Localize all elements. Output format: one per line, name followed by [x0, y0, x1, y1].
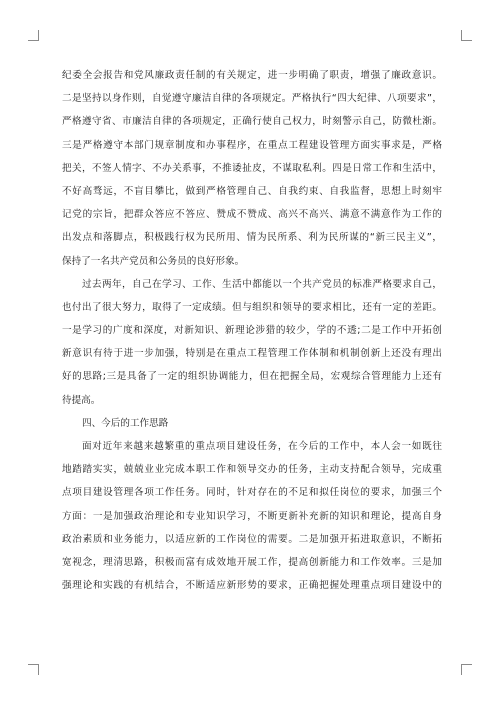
- text-line: 待提高。: [62, 394, 101, 406]
- text-line: 地踏踏实实，兢兢业业完成本职工作和领导交办的任务，主动支持配合领导，完成重: [62, 464, 442, 476]
- text-line: 也付出了很大努力，取得了一定成绩。但与组织和领导的要求相比，还有一定的差距。: [62, 301, 442, 313]
- text-line: 纪委全会报告和党风廉政责任制的有关规定，进一步明确了职责，增强了廉政意识。: [62, 70, 442, 81]
- text-line: 把关，不签人情字、不办关系事，不推诿扯皮，不谋取私利。四是日常工作和生活中，: [62, 162, 442, 174]
- text-line: 方面：一是加强政治理论和专业知识学习，不断更新补充新的知识和理论，提高自身: [62, 510, 442, 522]
- text-line: 政治素质和业务能力，以适应新的工作岗位的需要。二是加强开拓进取意识，不断拓: [62, 533, 442, 545]
- text-line: 面对近年来越来越繁重的重点项目建设任务，在今后的工作中，本人会一如既往: [82, 441, 442, 452]
- text-line: 严格遵守省、市廉洁自律的各项规定，正确行使自己权力，时刻警示自己，防微杜渐。: [62, 116, 442, 128]
- text-line: 好的思路;三是具备了一定的组织协调能力，但在把握全局，宏观综合管理能力上还有: [62, 371, 442, 383]
- section-heading: 四、今后的工作思路: [82, 417, 169, 429]
- text-line: 出发点和落脚点，积极践行权为民所用、情为民所系、利为民所谋的“新三民主义”，: [62, 232, 442, 244]
- text-line: 宽视念，理清思路，积极而富有成效地开展工作，提高创新能力和工作效率。三是加: [62, 556, 442, 568]
- text-line: 新意识有待于进一步加强，特别是在重点工程管理工作体制和机制创新上还没有理出: [62, 348, 442, 360]
- crop-mark-bottom-right: [461, 664, 472, 675]
- crop-mark-top-left: [28, 30, 39, 41]
- document-body: [62, 64, 442, 597]
- text-line: 不好高骛远，不盲目攀比，做到严格管理自己、自我约束、自我监督，思想上时刻牢: [62, 185, 442, 197]
- text-line: 强理论和实践的有机结合，不断适应新形势的要求，正确把握处理重点项目建设中的: [62, 580, 442, 592]
- text-line: 保持了一名共产党员和公务员的良好形象。: [62, 255, 245, 267]
- text-line: 三是严格遵守本部门规章制度和办事程序，在重点工程建设管理方面实事求是，严格: [62, 139, 442, 151]
- text-line: 过去两年，自己在学习、工作、生活中都能以一个共产党员的标准严格要求自己，: [82, 278, 442, 290]
- crop-mark-bottom-left: [28, 664, 39, 675]
- text-line: 点项目建设管理各项工作任务。同时，针对存在的不足和拟任岗位的要求，加强三个: [62, 487, 442, 499]
- text-line: 记党的宗旨，把群众答应不答应、赞成不赞成、高兴不高兴、满意不满意作为工作的: [62, 209, 442, 221]
- text-line: 一是学习的广度和深度，对新知识、新理论涉猎的较少，学的不透;二是工作中开拓创: [62, 325, 442, 337]
- crop-mark-top-right: [461, 30, 472, 41]
- text-line: 二是坚持以身作则，自觉遵守廉洁自律的各项规定。严格执行“四大纪律、八项要求”，: [62, 93, 442, 105]
